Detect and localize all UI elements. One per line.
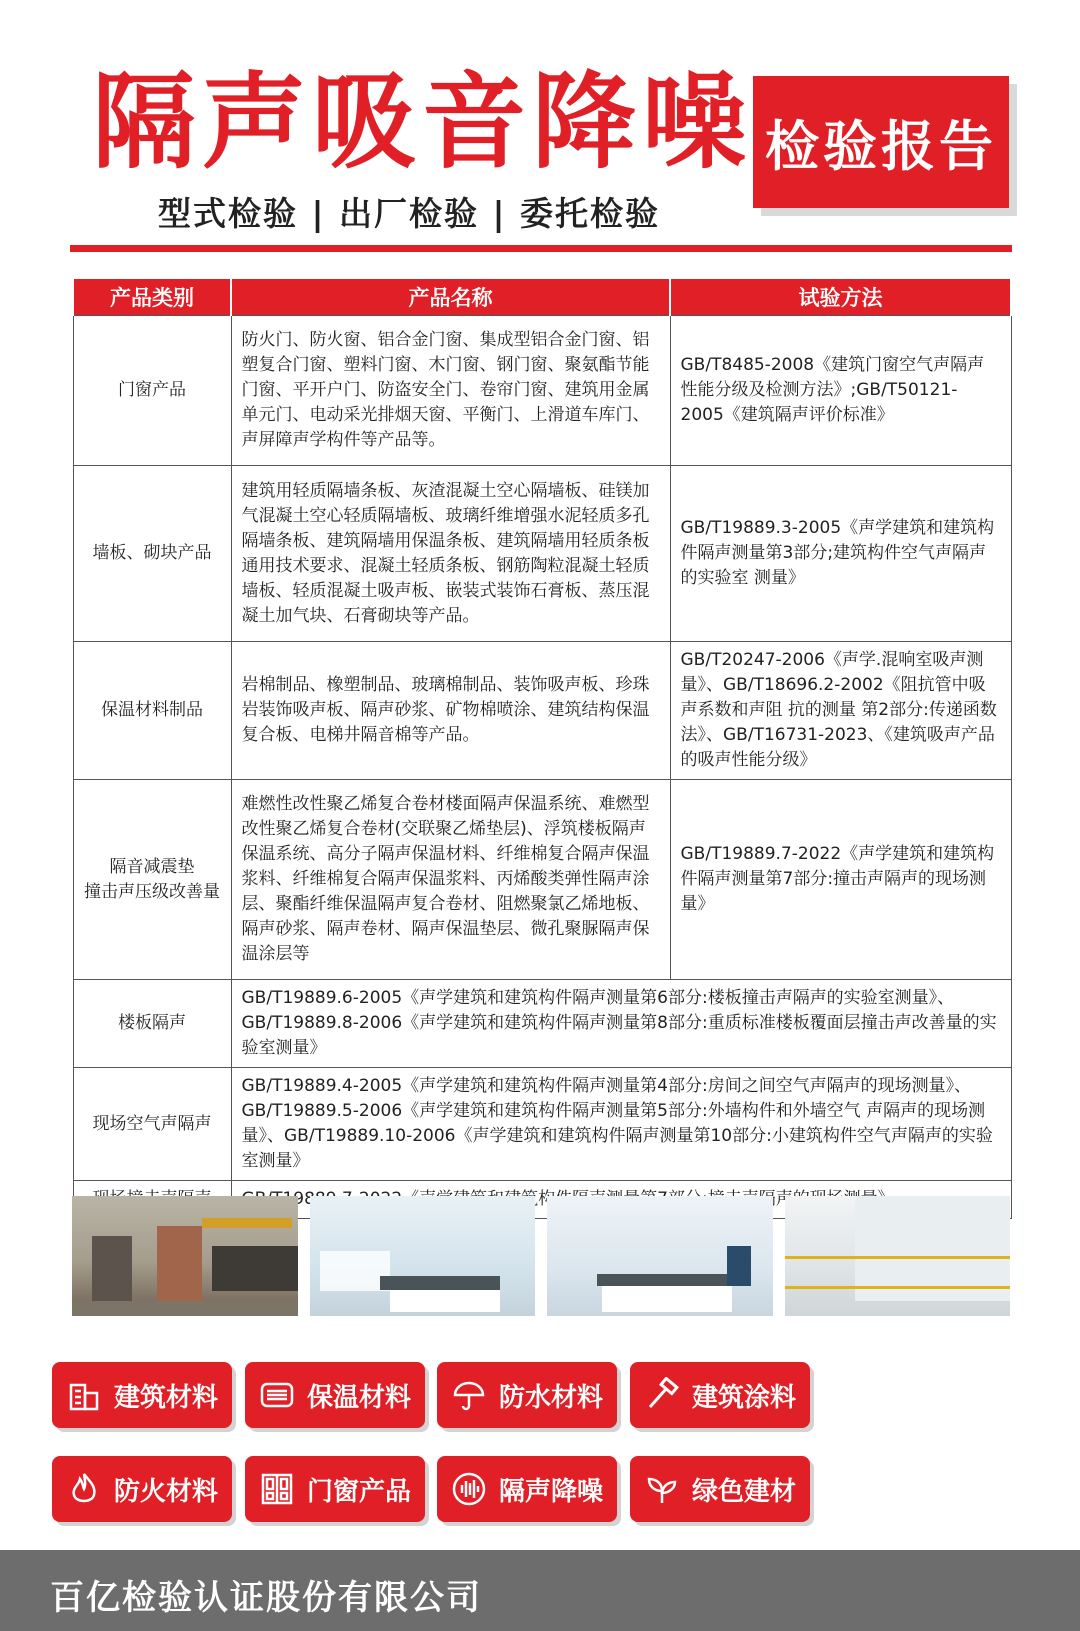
divider-line [70,245,1012,252]
category-button-sound-insulation[interactable] [437,1456,617,1522]
table-row [73,642,1011,780]
header-product-name: 产品名称 [231,278,670,316]
lab-photo-3 [547,1196,773,1316]
category-button-label: 保温材料 [307,1382,412,1413]
row-method: GB/T19889.6-2005《声学建筑和建筑构件隔声测量第6部分:楼板撞击声隔声的实验室测量》、GB/T19889.8-2006《声学建筑和建筑构件隔声测量第8部分:重质标准楼板覆面层撞击声改善量的实验室测量》 [231,980,1011,1068]
category-button-building-materials[interactable] [52,1362,232,1428]
report-badge: 检验报告 [753,76,1009,208]
lab-photo-4 [785,1196,1011,1316]
umbrella-icon [451,1377,487,1413]
row-products: 建筑用轻质隔墙条板、灰渣混凝土空心隔墙板、硅镁加气混凝土空心轻质隔墙板、玻璃纤维增强水泥轻质多孔隔墙条板、建筑隔墙用保温条板、建筑隔墙用轻质条板通用技术要求、混凝土轻质条板、钢筋陶粒混凝土轻质墙板、轻质混凝土吸声板、嵌装式装饰石膏板、蒸压混凝土加气块、石膏砌块等产品。 [231,466,670,642]
row-method: GB/T19889.4-2005《声学建筑和建筑构件隔声测量第4部分:房间之间空气声隔声的现场测量》、GB/T19889.5-2006《声学建筑和建筑构件隔声测量第5部分:外墙构件和外墙空气 声隔声的现场测量》、GB/T19889.10-2006《声学建筑和建筑构件隔声测量第10部分:小建筑构件空气声隔声的实验室测量》 [231,1068,1011,1181]
insulation-icon [259,1377,295,1413]
header-category: 产品类别 [73,278,231,316]
soundwave-icon [451,1471,487,1507]
standards-table [72,277,1012,1219]
lab-photo-test-chamber [72,1196,298,1316]
row-products: 岩棉制品、橡塑制品、玻璃棉制品、装饰吸声板、珍珠岩装饰吸声板、隔声砂浆、矿物棉喷涂、建筑结构保温复合板、电梯井隔音棉等产品。 [231,642,670,780]
category-button-fire-materials[interactable] [52,1456,232,1522]
category-button-label: 建筑涂料 [692,1382,797,1413]
row-category: 保温材料制品 [73,642,231,780]
category-button-label: 绿色建材 [692,1476,797,1507]
lab-photo-2 [310,1196,536,1316]
row-method: GB/T19889.7-2022《声学建筑和建筑构件隔声测量第7部分:撞击声隔声的现场测量》 [670,780,1011,980]
category-button-label: 隔声降噪 [499,1476,604,1507]
header-test-method: 试验方法 [670,278,1011,316]
category-button-waterproofing[interactable] [437,1362,617,1428]
table-header-row [73,278,1011,316]
flame-icon [66,1471,102,1507]
category-button-green-materials[interactable] [630,1456,810,1522]
window-icon [259,1471,295,1507]
company-name: 百亿检验认证股份有限公司 [50,1578,482,1618]
category-button-doors-windows[interactable] [245,1456,425,1522]
category-button-label: 防水材料 [499,1382,604,1413]
category-line-2: 撞击声压级改善量 [84,881,220,902]
row-products: 防火门、防火窗、铝合金门窗、集成型铝合金门窗、铝塑复合门窗、塑料门窗、木门窗、钢门窗、聚氨酯节能门窗、平开户门、防盗安全门、卷帘门窗、建筑用金属单元门、电动采光排烟天窗、平衡门、上滑道车库门、声屏障声学构件等产品等。 [231,316,670,466]
row-category: 墙板、砌块产品 [73,466,231,642]
row-method: GB/T19889.3-2005《声学建筑和建筑构件隔声测量第3部分;建筑构件空气声隔声的实验室 测量》 [670,466,1011,642]
category-button-label: 建筑材料 [114,1382,219,1413]
paint-roller-icon [644,1377,680,1413]
category-line-1: 隔音减震垫 [109,856,195,877]
leaf-icon [644,1471,680,1507]
category-button-label: 门窗产品 [307,1476,412,1507]
row-products: 难燃性改性聚乙烯复合卷材楼面隔声保温系统、难燃型改性聚乙烯复合卷材(交联聚乙烯垫层)、浮筑楼板隔声保温系统、高分子隔声保温材料、纤维棉复合隔声保温浆料、纤维棉复合隔声保温浆料、丙烯酸类弹性隔声涂层、聚酯纤维保温隔声复合卷材、阻燃聚氯乙烯地板、隔声砂浆、隔声卷材、隔声保温垫层、微孔聚脲隔声保温涂层等 [231,780,670,980]
category-button-insulation[interactable] [245,1362,425,1428]
row-method: GB/T8485-2008《建筑门窗空气声隔声性能分级及检测方法》;GB/T50121-2005《建筑隔声评价标准》 [670,316,1011,466]
row-category: 楼板隔声 [73,980,231,1068]
row-method: GB/T20247-2006《声学.混响室吸声测量》、GB/T18696.2-2002《阻抗管中吸声系数和声阻 抗的测量 第2部分:传递函数法》、GB/T16731-2023、《建筑吸声产品的吸声性能分级》 [670,642,1011,780]
category-button-coatings[interactable] [630,1362,810,1428]
row-category [73,780,231,980]
table-row [73,466,1011,642]
table-row [73,316,1011,466]
category-button-label: 防火材料 [114,1476,219,1507]
table-row [73,780,1011,980]
subtitle: 型式检验 | 出厂检验 | 委托检验 [158,194,661,233]
row-category: 门窗产品 [73,316,231,466]
row-category: 现场空气声隔声 [73,1068,231,1181]
table-row [73,1068,1011,1181]
page-title: 隔声吸音降噪 [92,61,753,183]
building-icon [66,1377,102,1413]
footer-bar [0,1550,1080,1631]
table-row [73,980,1011,1068]
lab-photo-strip [72,1196,1010,1316]
